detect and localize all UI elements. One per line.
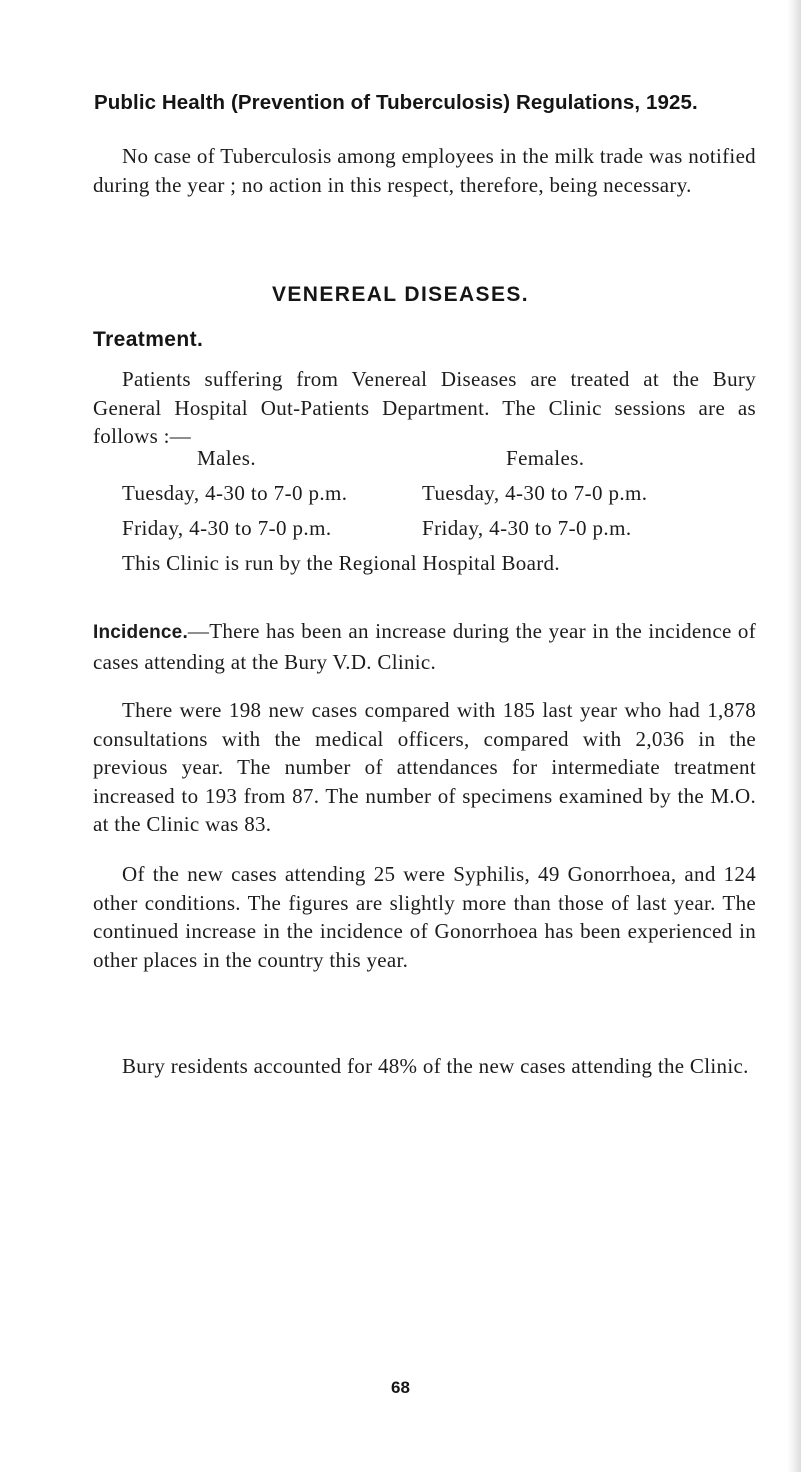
sessions-row bbox=[122, 481, 647, 516]
tb-paragraph: No case of Tuberculosis among employees in the milk trade was notified during the year ; no action in this respect, therefore, being necessary. bbox=[93, 144, 756, 197]
subsection-title: Treatment. bbox=[93, 328, 204, 351]
clinic-sessions-table bbox=[122, 446, 647, 551]
conditions-paragraph: Of the new cases attending 25 were Syphilis, 49 Gonorrhoea, and 124 other conditions. The figures are slightly more than those of last year. The continued increase in the incidence of Gonorrhoea has been experienced in other places in the country this year. bbox=[93, 862, 756, 972]
females-header: Females. bbox=[506, 446, 585, 470]
sessions-header-row bbox=[122, 446, 647, 481]
cases-paragraph: There were 198 new cases compared with 185 last year who had 1,878 consultations with the medical officers, compared with 2,036 in the previous year. The number of attendances for intermediate treatment increased to 193 from 87. The number of specimens examined by the M.O. at the Clinic was 83. bbox=[93, 698, 756, 836]
clinic-run-by: This Clinic is run by the Regional Hospital Board. bbox=[122, 551, 560, 575]
page-number: 68 bbox=[391, 1378, 410, 1397]
section-title: VENEREAL DISEASES. bbox=[271, 283, 530, 306]
incidence-text: —There has been an increase during the year in the incidence of cases attending at the Bury V.D. Clinic. bbox=[93, 619, 756, 674]
sessions-row bbox=[122, 516, 647, 551]
running-head: Public Health (Prevention of Tuberculosis) Regulations, 1925. bbox=[94, 91, 698, 114]
incidence-label: Incidence. bbox=[93, 622, 188, 643]
residents-paragraph: Bury residents accounted for 48% of the new cases attending the Clinic. bbox=[122, 1054, 749, 1078]
page-edge-shadow bbox=[787, 0, 801, 1472]
females-session: Friday, 4-30 to 7-0 p.m. bbox=[422, 516, 632, 540]
females-session: Tuesday, 4-30 to 7-0 p.m. bbox=[422, 481, 648, 505]
treatment-paragraph: Patients suffering from Venereal Diseases are treated at the Bury General Hospital Out-Patients Department. The Clinic sessions are as follows :— bbox=[93, 367, 756, 448]
males-session: Friday, 4-30 to 7-0 p.m. bbox=[122, 516, 332, 540]
males-header: Males. bbox=[197, 446, 256, 470]
males-session: Tuesday, 4-30 to 7-0 p.m. bbox=[122, 481, 348, 505]
incidence-paragraph bbox=[93, 617, 756, 676]
